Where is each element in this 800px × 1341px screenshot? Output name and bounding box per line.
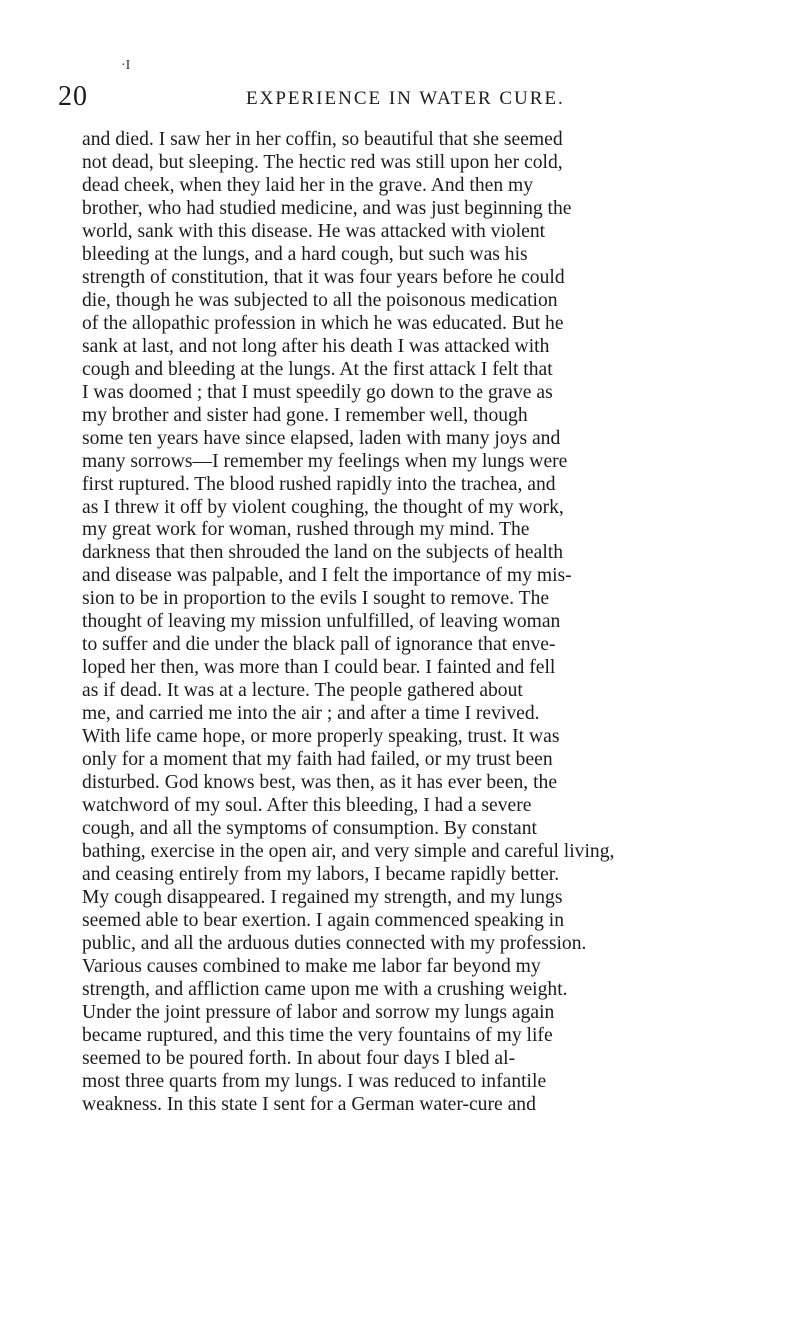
text-line: loped her then, was more than I could bear. I fainted and fell (82, 657, 556, 679)
text-line: and ceasing entirely from my labors, I became rapidly better. (82, 864, 560, 885)
text-line: I was doomed ; that I must speedily go down to the grave as (82, 381, 553, 403)
text-line: sion to be in proportion to the evils I sought to remove. The (82, 588, 550, 610)
text-line: cough, and all the symptoms of consumption. By constant (82, 818, 537, 840)
text-line: seemed to be poured forth. In about four days I bled al- (82, 1047, 516, 1069)
stray-print-mark: ·I (121, 58, 131, 73)
text-line: sank at last, and not long after his death I was attacked with (82, 335, 550, 357)
text-line: my brother and sister had gone. I remember well, though (82, 404, 528, 426)
text-line: first ruptured. The blood rushed rapidly into the trachea, and (82, 473, 556, 495)
text-line: strength of constitution, that it was four years before he could (82, 266, 565, 288)
text-line: dead cheek, when they laid her in the grave. And then my (82, 174, 534, 196)
text-line: only for a moment that my faith had failed, or my trust been (82, 749, 553, 771)
text-line: Under the joint pressure of labor and sorrow my lungs again (82, 1001, 555, 1023)
text-line: thought of leaving my mission unfulfilled, of leaving woman (82, 611, 561, 633)
text-line: die, though he was subjected to all the poisonous medication (82, 289, 558, 311)
text-line: as I threw it off by violent coughing, the thought of my work, (82, 496, 564, 518)
text-line: bathing, exercise in the open air, and very simple and careful living, (82, 841, 615, 863)
text-line: some ten years have since elapsed, laden with many joys and (82, 427, 561, 449)
text-line: not dead, but sleeping. The hectic red was still upon her cold, (82, 151, 563, 173)
page-number: 20 (58, 81, 88, 112)
text-line: my great work for woman, rushed through my mind. The (82, 519, 530, 541)
text-line: most three quarts from my lungs. I was reduced to infantile (82, 1070, 547, 1092)
text-line: became ruptured, and this time the very fountains of my life (82, 1024, 553, 1046)
text-line: public, and all the arduous duties connected with my profession. (82, 932, 587, 954)
text-line: many sorrows—I remember my feelings when my lungs were (82, 450, 568, 472)
text-line: world, sank with this disease. He was attacked with violent (82, 220, 546, 242)
text-line: and died. I saw her in her coffin, so beautiful that she seemed (82, 129, 563, 150)
text-line: as if dead. It was at a lecture. The people gathered about (82, 680, 523, 702)
text-line: and disease was palpable, and I felt the importance of my mis- (82, 565, 572, 587)
text-line: strength, and affliction came upon me with a crushing weight. (82, 978, 568, 1000)
text-line: of the allopathic profession in which he was educated. But he (82, 312, 564, 334)
text-line: watchword of my soul. After this bleeding, I had a severe (82, 795, 532, 817)
text-line: disturbed. God knows best, was then, as it has ever been, the (82, 772, 558, 794)
text-line: seemed able to bear exertion. I again commenced speaking in (82, 909, 565, 931)
text-line: My cough disappeared. I regained my strength, and my lungs (82, 886, 563, 908)
running-head: EXPERIENCE IN WATER CURE. (246, 88, 565, 109)
text-line: me, and carried me into the air ; and after a time I revived. (82, 703, 540, 725)
text-line: to suffer and die under the black pall of ignorance that enve- (82, 634, 556, 656)
text-line: Various causes combined to make me labor far beyond my (82, 955, 541, 977)
text-line: bleeding at the lungs, and a hard cough, but such was his (82, 243, 528, 265)
body-text (82, 129, 792, 1117)
text-line: brother, who had studied medicine, and was just beginning the (82, 197, 572, 219)
text-line: weakness. In this state I sent for a German water-cure and (82, 1093, 536, 1115)
text-line: With life came hope, or more properly speaking, trust. It was (82, 726, 560, 748)
text-line: cough and bleeding at the lungs. At the first attack I felt that (82, 358, 553, 380)
text-line: darkness that then shrouded the land on the subjects of health (82, 542, 564, 564)
